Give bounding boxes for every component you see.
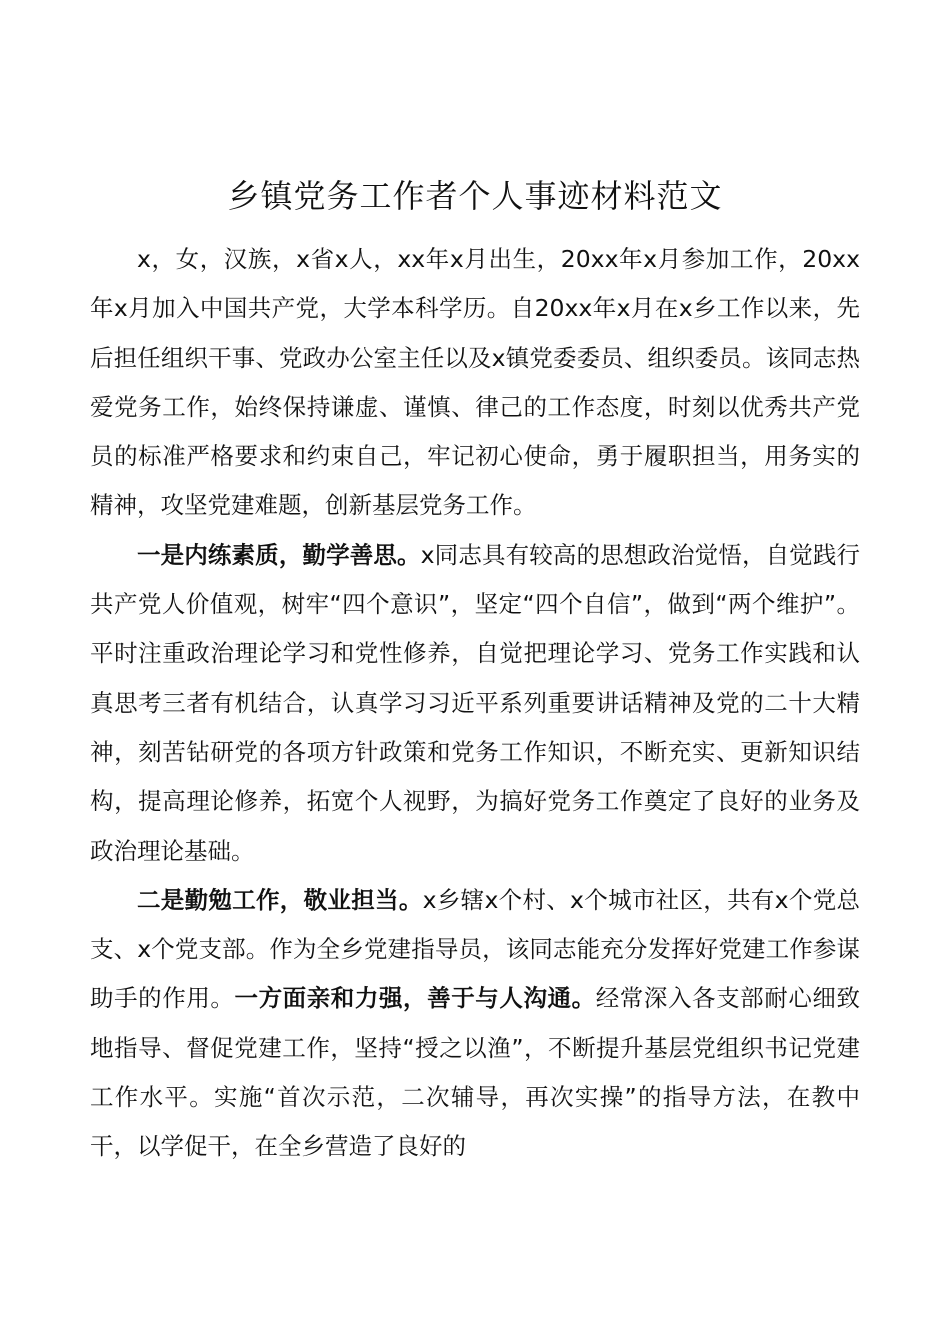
- paragraph-text: x，女，汉族，x省x人，xx年x月出生，20xx年x月参加工作，20xx年x月加入中国共产党，大学本科学历。自20xx年x月在x乡工作以来，先后担任组织干事、党政办公室主任以及x镇党委委员、组织委员。该同志热爱党务工作，始终保持谦虚、谨慎、律己的工作态度，时刻以优秀共产党员的标准严格要求和约束自己，牢记初心使命，勇于履职担当，用务实的精神，攻坚党建难题，创新基层党务工作。: [90, 245, 860, 520]
- paragraph-intro: [90, 235, 860, 531]
- paragraph-heading: 一是内练素质，勤学善思。: [137, 540, 421, 569]
- paragraph-text: 经常深入各支部耐心细致地指导、督促党建工作，坚持“授之以渔”，不断提升基层党组织书记党建工作水平。实施“首次示范，二次辅导，再次实操”的指导方法，在教中干，以学促干，在全乡营造了良好的: [90, 984, 861, 1161]
- paragraph-text: x乡辖x个村、x个城市社区，共有x个党总支、x个党支部。作为全乡党建指导员，该同志能充分发挥好党建工作参谋助手的作用。: [90, 885, 860, 1013]
- paragraph-study: [90, 531, 860, 876]
- document-title: 乡镇党务工作者个人事迹材料范文: [227, 177, 723, 215]
- paragraph-text: x同志具有较高的思想政治觉悟，自觉践行共产党人价值观，树牢“四个意识”，坚定“四个自信”，做到“两个维护”。平时注重政治理论学习和党性修养，自觉把理论学习、党务工作实践和认真思考三者有机结合，认真学习习近平系列重要讲话精神及党的二十大精神，刻苦钻研党的各项方针政策和党务工作知识，不断充实、更新知识结构，提高理论修养，拓宽个人视野，为搞好党务工作奠定了良好的业务及政治理论基础。: [90, 540, 860, 865]
- paragraph-work: [90, 876, 860, 1172]
- paragraph-subheading: 一方面亲和力强，善于与人沟通。: [234, 984, 596, 1013]
- document-body: [90, 235, 860, 1172]
- paragraph-heading: 二是勤勉工作，敬业担当。: [137, 885, 423, 914]
